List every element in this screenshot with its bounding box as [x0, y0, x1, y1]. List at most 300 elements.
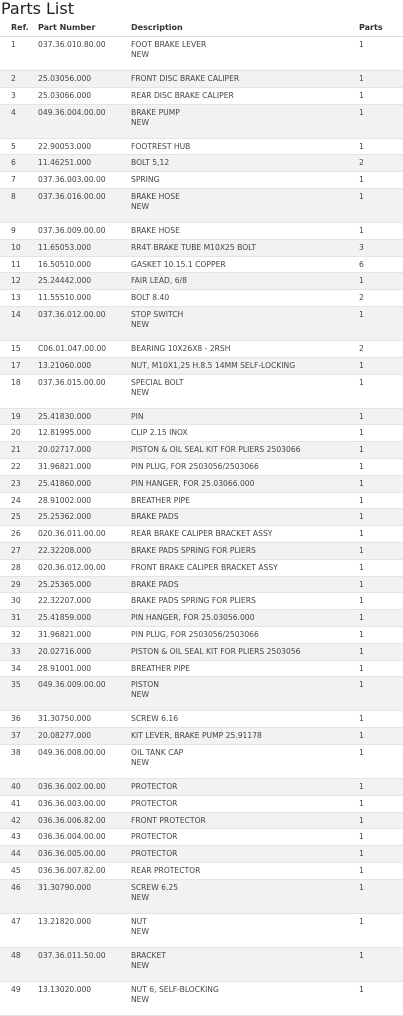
quantity-cell: 1 — [359, 613, 364, 623]
quantity-cell: 1 — [359, 747, 364, 757]
ref-cell: 27 — [11, 545, 21, 555]
part-number-cell: 020.36.011.00.00 — [38, 529, 106, 539]
description-text: BRAKE HOSE — [131, 225, 180, 235]
ref-cell: 9 — [11, 225, 16, 235]
part-number-cell: 037.36.012.00.00 — [38, 309, 106, 319]
description-text: PROTECTOR — [131, 832, 178, 842]
description-cell — [131, 731, 262, 741]
table-row — [0, 240, 403, 257]
description-text: PIN HANGER, FOR 25.03066.000 — [131, 478, 255, 488]
part-number-cell: 020.36.012.00.00 — [38, 562, 106, 572]
table-row — [0, 560, 403, 577]
table-row — [0, 476, 403, 493]
table-row — [0, 829, 403, 846]
description-text: FRONT DISC BRAKE CALIPER — [131, 74, 240, 83]
description-text: PIN — [131, 411, 144, 421]
ref-cell: 41 — [11, 798, 21, 808]
ref-cell: 40 — [11, 781, 21, 791]
ref-cell: 7 — [11, 175, 16, 185]
description-text: BRAKE PADS SPRING FOR PLIERS — [131, 596, 256, 606]
table-row — [0, 661, 403, 678]
quantity-cell: 1 — [359, 781, 364, 791]
description-text: PROTECTOR — [131, 849, 178, 859]
quantity-cell: 1 — [359, 714, 364, 724]
quantity-cell: 1 — [359, 950, 364, 960]
ref-cell: 36 — [11, 714, 21, 724]
description-cell — [131, 40, 206, 60]
description-text: BREATHER PIPE — [131, 663, 190, 673]
quantity-cell: 1 — [359, 916, 364, 926]
description-text: STOP SWITCH — [131, 309, 184, 319]
quantity-cell: 1 — [359, 377, 364, 387]
description-text: BRACKET — [131, 950, 166, 960]
description-text: BOLT 8.40 — [131, 293, 170, 303]
quantity-cell: 1 — [359, 562, 364, 572]
ref-cell: 32 — [11, 629, 21, 639]
quantity-cell: 1 — [359, 579, 364, 589]
quantity-cell: 1 — [359, 411, 364, 421]
part-number-cell: 13.13020.000 — [38, 984, 92, 994]
ref-cell: 2 — [11, 74, 16, 83]
description-text: NUT — [131, 916, 147, 926]
part-number-cell: 037.36.003.00.00 — [38, 175, 106, 185]
description-cell — [131, 142, 190, 152]
quantity-cell: 1 — [359, 445, 364, 455]
table-row — [0, 290, 403, 307]
ref-cell: 1 — [11, 40, 16, 49]
ref-cell: 43 — [11, 832, 21, 842]
column-header-description: Description — [131, 23, 183, 32]
description-text: FOOT BRAKE LEVER — [131, 40, 207, 49]
quantity-cell: 6 — [359, 259, 364, 269]
description-cell — [131, 563, 278, 573]
description-text: PIN HANGER, FOR 25.03056.000 — [131, 613, 255, 623]
part-number-cell: 20.08277.000 — [38, 731, 92, 741]
description-text: FRONT BRAKE CALIPER BRACKET ASSY — [131, 562, 278, 572]
part-number-cell: 036.36.005.00.00 — [38, 849, 106, 859]
ref-cell: 17 — [11, 360, 21, 370]
table-row — [0, 711, 403, 728]
quantity-cell: 1 — [359, 360, 364, 370]
description-note: NEW — [131, 757, 149, 767]
table-row — [0, 459, 403, 476]
ref-cell: 26 — [11, 529, 21, 539]
description-cell — [131, 951, 166, 971]
description-text: SCREW 6.25 — [131, 882, 179, 892]
quantity-cell: 1 — [359, 309, 364, 319]
page-title: Parts List — [1, 0, 74, 18]
table-row — [0, 493, 403, 510]
ref-cell: 34 — [11, 663, 21, 673]
table-row — [0, 358, 403, 375]
quantity-cell: 1 — [359, 512, 364, 522]
description-text: BREATHER PIPE — [131, 495, 190, 505]
part-number-cell: 049.36.004.00.00 — [38, 107, 106, 117]
description-cell — [131, 428, 188, 438]
description-text: PROTECTOR — [131, 798, 178, 808]
part-number-cell: 25.24442.000 — [38, 276, 92, 286]
table-row — [0, 543, 403, 560]
table-row — [0, 509, 403, 526]
description-note: NEW — [131, 926, 149, 936]
part-number-cell: 25.03066.000 — [38, 90, 92, 100]
quantity-cell: 1 — [359, 74, 364, 83]
table-row — [0, 677, 403, 711]
ref-cell: 6 — [11, 158, 16, 168]
description-text: BRAKE PADS SPRING FOR PLIERS — [131, 545, 256, 555]
description-cell — [131, 849, 177, 859]
table-row — [0, 71, 403, 88]
description-text: REAR BRAKE CALIPER BRACKET ASSY — [131, 529, 273, 539]
table-row — [0, 796, 403, 813]
description-text: PROTECTOR — [131, 781, 178, 791]
description-cell — [131, 496, 190, 506]
column-header-ref: Ref. — [11, 23, 29, 32]
description-cell — [131, 596, 256, 606]
ref-cell: 15 — [11, 343, 21, 353]
part-number-cell: 11.55510.000 — [38, 293, 92, 303]
ref-cell: 20 — [11, 428, 21, 438]
description-cell — [131, 546, 256, 556]
table-row — [0, 105, 403, 139]
description-note: NEW — [131, 117, 149, 127]
description-cell — [131, 680, 159, 700]
table-row — [0, 223, 403, 240]
description-text: CLIP 2.15 INOX — [131, 428, 188, 438]
ref-cell: 22 — [11, 461, 21, 471]
description-text: PIN PLUG, FOR 2503056/2503066 — [131, 461, 259, 471]
description-text: BRAKE PADS — [131, 579, 179, 589]
ref-cell: 33 — [11, 646, 21, 656]
description-cell — [131, 445, 301, 455]
description-text: SPRING — [131, 175, 160, 185]
quantity-cell: 1 — [359, 191, 364, 201]
part-number-cell: 25.41830.000 — [38, 411, 92, 421]
ref-cell: 44 — [11, 849, 21, 859]
part-number-cell: 22.32207.000 — [38, 596, 92, 606]
part-number-cell: 037.36.015.00.00 — [38, 377, 106, 387]
table-row — [0, 593, 403, 610]
quantity-cell: 1 — [359, 175, 364, 185]
quantity-cell: 2 — [359, 158, 364, 168]
description-text: PISTON — [131, 680, 159, 690]
quantity-cell: 1 — [359, 545, 364, 555]
part-number-cell: 036.36.007.82.00 — [38, 865, 106, 875]
description-cell — [131, 479, 254, 489]
description-cell — [131, 108, 180, 128]
table-row — [0, 914, 403, 948]
part-number-cell: 11.46251.000 — [38, 158, 92, 168]
part-number-cell: 28.91002.000 — [38, 495, 92, 505]
description-text: PIN PLUG, FOR 2503056/2503066 — [131, 629, 259, 639]
description-cell — [131, 293, 169, 303]
description-note: NEW — [131, 201, 149, 211]
ref-cell: 4 — [11, 107, 16, 117]
description-cell — [131, 74, 239, 84]
table-row — [0, 409, 403, 426]
part-number-cell: 31.96821.000 — [38, 461, 92, 471]
ref-cell: 19 — [11, 411, 21, 421]
table-row — [0, 610, 403, 627]
quantity-cell: 1 — [359, 141, 364, 151]
quantity-cell: 1 — [359, 529, 364, 539]
ref-cell: 28 — [11, 562, 21, 572]
description-cell — [131, 580, 179, 590]
description-cell — [131, 782, 177, 792]
description-cell — [131, 647, 301, 657]
ref-cell: 48 — [11, 950, 21, 960]
description-text: PISTON & OIL SEAL KIT FOR PLIERS 2503066 — [131, 445, 301, 455]
description-cell — [131, 226, 180, 236]
description-cell — [131, 412, 144, 422]
description-note: NEW — [131, 387, 149, 397]
part-number-cell: 22.32208.000 — [38, 545, 92, 555]
ref-cell: 18 — [11, 377, 21, 387]
description-cell — [131, 883, 178, 903]
ref-cell: 23 — [11, 478, 21, 488]
table-row — [0, 155, 403, 172]
quantity-cell: 1 — [359, 984, 364, 994]
part-number-cell: 16.50510.000 — [38, 259, 92, 269]
part-number-cell: 20.02717.000 — [38, 445, 92, 455]
description-cell — [131, 917, 149, 937]
quantity-cell: 1 — [359, 495, 364, 505]
part-number-cell: 31.30790.000 — [38, 882, 92, 892]
table-row — [0, 880, 403, 914]
ref-cell: 46 — [11, 882, 21, 892]
part-number-cell: 25.41860.000 — [38, 478, 92, 488]
description-text: SCREW 6.16 — [131, 714, 179, 724]
description-cell — [131, 310, 183, 330]
ref-cell: 42 — [11, 815, 21, 825]
ref-cell: 14 — [11, 309, 21, 319]
description-cell — [131, 866, 200, 876]
ref-cell: 45 — [11, 865, 21, 875]
description-note: NEW — [131, 690, 149, 700]
part-number-cell: 25.25362.000 — [38, 512, 92, 522]
table-row — [0, 779, 403, 796]
description-note: NEW — [131, 319, 149, 329]
ref-cell: 5 — [11, 141, 16, 151]
quantity-cell: 1 — [359, 40, 364, 49]
table-row — [0, 745, 403, 779]
description-cell — [131, 462, 259, 472]
table-row — [0, 341, 403, 358]
table-row — [0, 442, 403, 459]
description-text: NUT, M10X1,25 H.8.5 14MM SELF-LOCKING — [131, 360, 296, 370]
part-number-cell: 049.36.008.00.00 — [38, 747, 106, 757]
quantity-cell: 1 — [359, 629, 364, 639]
part-number-cell: 13.21820.000 — [38, 916, 92, 926]
quantity-cell: 2 — [359, 293, 364, 303]
part-number-cell: 25.25365.000 — [38, 579, 92, 589]
description-text: BRAKE HOSE — [131, 191, 180, 201]
table-row — [0, 375, 403, 409]
part-number-cell: 20.02716.000 — [38, 646, 92, 656]
quantity-cell: 1 — [359, 90, 364, 100]
description-text: NUT 6, SELF-BLOCKING — [131, 984, 219, 994]
description-cell — [131, 613, 254, 623]
table-row — [0, 257, 403, 274]
ref-cell: 21 — [11, 445, 21, 455]
part-number-cell: 037.36.009.00.00 — [38, 225, 106, 235]
description-text: BEARING 10X26X8 - 2RSH — [131, 343, 231, 353]
ref-cell: 13 — [11, 293, 21, 303]
part-number-cell: 036.36.004.00.00 — [38, 832, 106, 842]
description-cell — [131, 985, 219, 1005]
parts-table-body — [0, 37, 403, 1016]
part-number-cell: 036.36.002.00.00 — [38, 781, 106, 791]
part-number-cell: 22.90053.000 — [38, 141, 92, 151]
quantity-cell: 1 — [359, 680, 364, 690]
description-note: NEW — [131, 960, 149, 970]
table-row — [0, 948, 403, 982]
quantity-cell: 1 — [359, 276, 364, 286]
ref-cell: 30 — [11, 596, 21, 606]
quantity-cell: 1 — [359, 663, 364, 673]
description-text: KIT LEVER, BRAKE PUMP 25.91178 — [131, 731, 262, 741]
table-row — [0, 425, 403, 442]
part-number-cell: 036.36.006.82.00 — [38, 815, 106, 825]
description-cell — [131, 243, 256, 253]
table-row — [0, 982, 403, 1016]
description-text: SPECIAL BOLT — [131, 377, 184, 387]
table-row — [0, 526, 403, 543]
description-cell — [131, 344, 230, 354]
table-row — [0, 139, 403, 156]
quantity-cell: 3 — [359, 242, 364, 252]
table-row — [0, 273, 403, 290]
description-cell — [131, 158, 169, 168]
description-text: BRAKE PADS — [131, 512, 179, 522]
quantity-cell: 1 — [359, 428, 364, 438]
description-cell — [131, 832, 177, 842]
part-number-cell: 13.21060.000 — [38, 360, 92, 370]
table-row — [0, 846, 403, 863]
description-cell — [131, 276, 187, 286]
part-number-cell: 036.36.003.00.00 — [38, 798, 106, 808]
description-text: OIL TANK CAP — [131, 747, 184, 757]
part-number-cell: 25.41859.000 — [38, 613, 92, 623]
ref-cell: 29 — [11, 579, 21, 589]
description-text: BOLT 5,12 — [131, 158, 170, 168]
description-note: NEW — [131, 994, 149, 1004]
ref-cell: 12 — [11, 276, 21, 286]
quantity-cell: 1 — [359, 461, 364, 471]
quantity-cell: 1 — [359, 478, 364, 488]
part-number-cell: 049.36.009.00.00 — [38, 680, 106, 690]
description-note: NEW — [131, 50, 149, 59]
description-cell — [131, 361, 295, 371]
ref-cell: 47 — [11, 916, 21, 926]
part-number-cell: 037.36.016.00.00 — [38, 191, 106, 201]
part-number-cell: 12.81995.000 — [38, 428, 92, 438]
description-cell — [131, 529, 272, 539]
description-text: FRONT PROTECTOR — [131, 815, 206, 825]
description-note: NEW — [131, 892, 149, 902]
part-number-cell: 28.91001.000 — [38, 663, 92, 673]
description-cell — [131, 512, 179, 522]
ref-cell: 37 — [11, 731, 21, 741]
description-cell — [131, 175, 159, 185]
table-row — [0, 728, 403, 745]
description-cell — [131, 816, 206, 826]
ref-cell: 49 — [11, 984, 21, 994]
part-number-cell: 25.03056.000 — [38, 74, 92, 83]
ref-cell: 3 — [11, 90, 16, 100]
ref-cell: 8 — [11, 191, 16, 201]
description-cell — [131, 378, 183, 398]
table-row — [0, 88, 403, 105]
part-number-cell: 037.36.011.50.00 — [38, 950, 106, 960]
table-row — [0, 813, 403, 830]
table-header — [0, 18, 403, 37]
description-cell — [131, 799, 177, 809]
description-cell — [131, 192, 180, 212]
ref-cell: 11 — [11, 259, 21, 269]
table-row — [0, 307, 403, 341]
table-row — [0, 172, 403, 189]
table-row — [0, 37, 403, 71]
table-row — [0, 189, 403, 223]
quantity-cell: 1 — [359, 849, 364, 859]
table-row — [0, 863, 403, 880]
part-number-cell: C06.01.047.00.00 — [38, 343, 107, 353]
part-number-cell: 11.65053.000 — [38, 242, 92, 252]
description-text: FAIR LEAD, 6/8 — [131, 276, 187, 286]
ref-cell: 10 — [11, 242, 21, 252]
description-cell — [131, 748, 183, 768]
part-number-cell: 31.30750.000 — [38, 714, 92, 724]
part-number-cell: 31.96821.000 — [38, 629, 92, 639]
table-row — [0, 644, 403, 661]
description-cell — [131, 664, 190, 674]
quantity-cell: 1 — [359, 731, 364, 741]
description-text: REAR PROTECTOR — [131, 865, 201, 875]
quantity-cell: 1 — [359, 798, 364, 808]
description-text: BRAKE PUMP — [131, 107, 180, 117]
description-cell — [131, 714, 178, 724]
column-header-parts: Parts — [359, 23, 383, 32]
quantity-cell: 1 — [359, 225, 364, 235]
ref-cell: 25 — [11, 512, 21, 522]
ref-cell: 35 — [11, 680, 21, 690]
description-text: PISTON & OIL SEAL KIT FOR PLIERS 2503056 — [131, 646, 301, 656]
column-header-part-number: Part Number — [38, 23, 96, 32]
quantity-cell: 1 — [359, 815, 364, 825]
quantity-cell: 1 — [359, 646, 364, 656]
description-text: REAR DISC BRAKE CALIPER — [131, 90, 234, 100]
description-cell — [131, 630, 259, 640]
quantity-cell: 1 — [359, 882, 364, 892]
ref-cell: 38 — [11, 747, 21, 757]
quantity-cell: 1 — [359, 832, 364, 842]
table-row — [0, 627, 403, 644]
quantity-cell: 1 — [359, 107, 364, 117]
description-text: GASKET 10.15.1 COPPER — [131, 259, 226, 269]
quantity-cell: 1 — [359, 596, 364, 606]
quantity-cell: 2 — [359, 343, 364, 353]
ref-cell: 31 — [11, 613, 21, 623]
description-cell — [131, 91, 234, 101]
table-row — [0, 577, 403, 594]
ref-cell: 24 — [11, 495, 21, 505]
description-text: FOOTREST HUB — [131, 141, 191, 151]
description-cell — [131, 260, 226, 270]
quantity-cell: 1 — [359, 865, 364, 875]
part-number-cell: 037.36.010.80.00 — [38, 40, 106, 49]
description-text: RR4T BRAKE TUBE M10X25 BOLT — [131, 242, 256, 252]
